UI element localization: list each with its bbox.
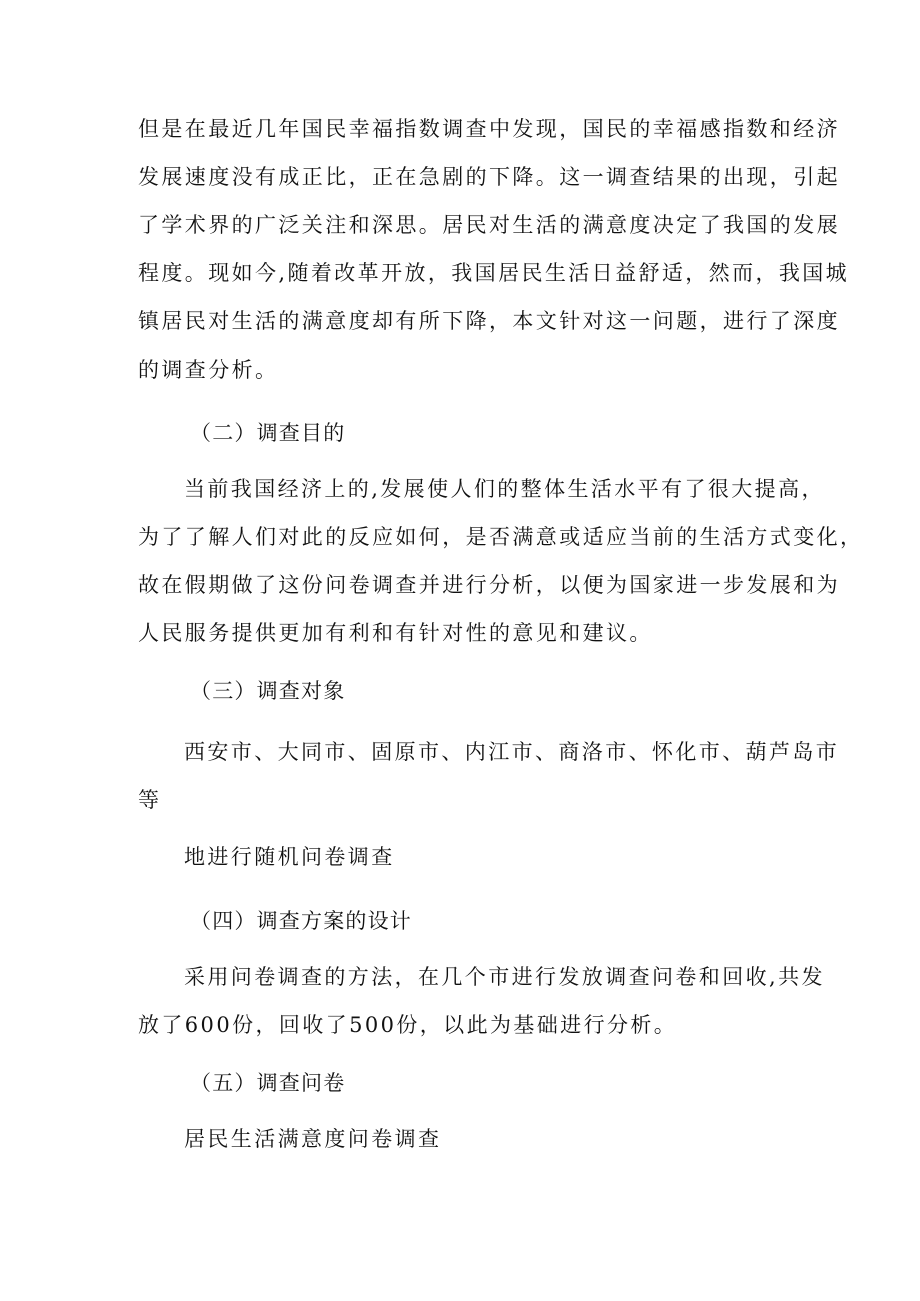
paragraph-line: 人民服务提供更加有利和有针对性的意见和建议。 xyxy=(138,621,653,645)
section-heading-subjects: （三）调查对象 xyxy=(190,679,346,703)
paragraph-line: 的调查分析。 xyxy=(138,358,279,382)
paragraph-line: 等 xyxy=(138,788,162,812)
section-heading-plan-design: （四）调查方案的设计 xyxy=(190,909,412,933)
section-heading-questionnaire: （五）调查问卷 xyxy=(190,1071,346,1095)
paragraph-line: 镇居民对生活的满意度却有所下降，本文针对这一问题，进行了深度 xyxy=(138,309,840,333)
paragraph-line: 采用问卷调查的方法，在几个市进行发放调查问卷和回收,共发 xyxy=(184,965,825,989)
paragraph-line: 地进行随机问卷调查 xyxy=(184,845,395,869)
paragraph-line: 但是在最近几年国民幸福指数调查中发现，国民的幸福感指数和经济 xyxy=(138,117,840,141)
paragraph-line: 故在假期做了这份问卷调查并进行分析，以便为国家进一步发展和为 xyxy=(138,573,840,597)
paragraph-line: 居民生活满意度问卷调查 xyxy=(184,1127,442,1151)
paragraph-line: 程度。现如今,随着改革开放，我国居民生活日益舒适，然而，我国城 xyxy=(138,261,850,285)
section-heading-purpose: （二）调查目的 xyxy=(190,421,346,445)
paragraph-line: 发展速度没有成正比，正在急剧的下降。这一调查结果的出现，引起 xyxy=(138,165,840,189)
paragraph-line: 当前我国经济上的,发展使人们的整体生活水平有了很大提高， xyxy=(184,477,825,501)
paragraph-line: 放了600份，回收了500份，以此为基础进行分析。 xyxy=(138,1013,678,1037)
paragraph-line: 为了了解人们对此的反应如何，是否满意或适应当前的生活方式变化， xyxy=(138,525,864,549)
paragraph-line: 西安市、大同市、固原市、内江市、商洛市、怀化市、葫芦岛市 xyxy=(184,740,840,764)
paragraph-line: 了学术界的广泛关注和深思。居民对生活的满意度决定了我国的发展 xyxy=(138,213,840,237)
